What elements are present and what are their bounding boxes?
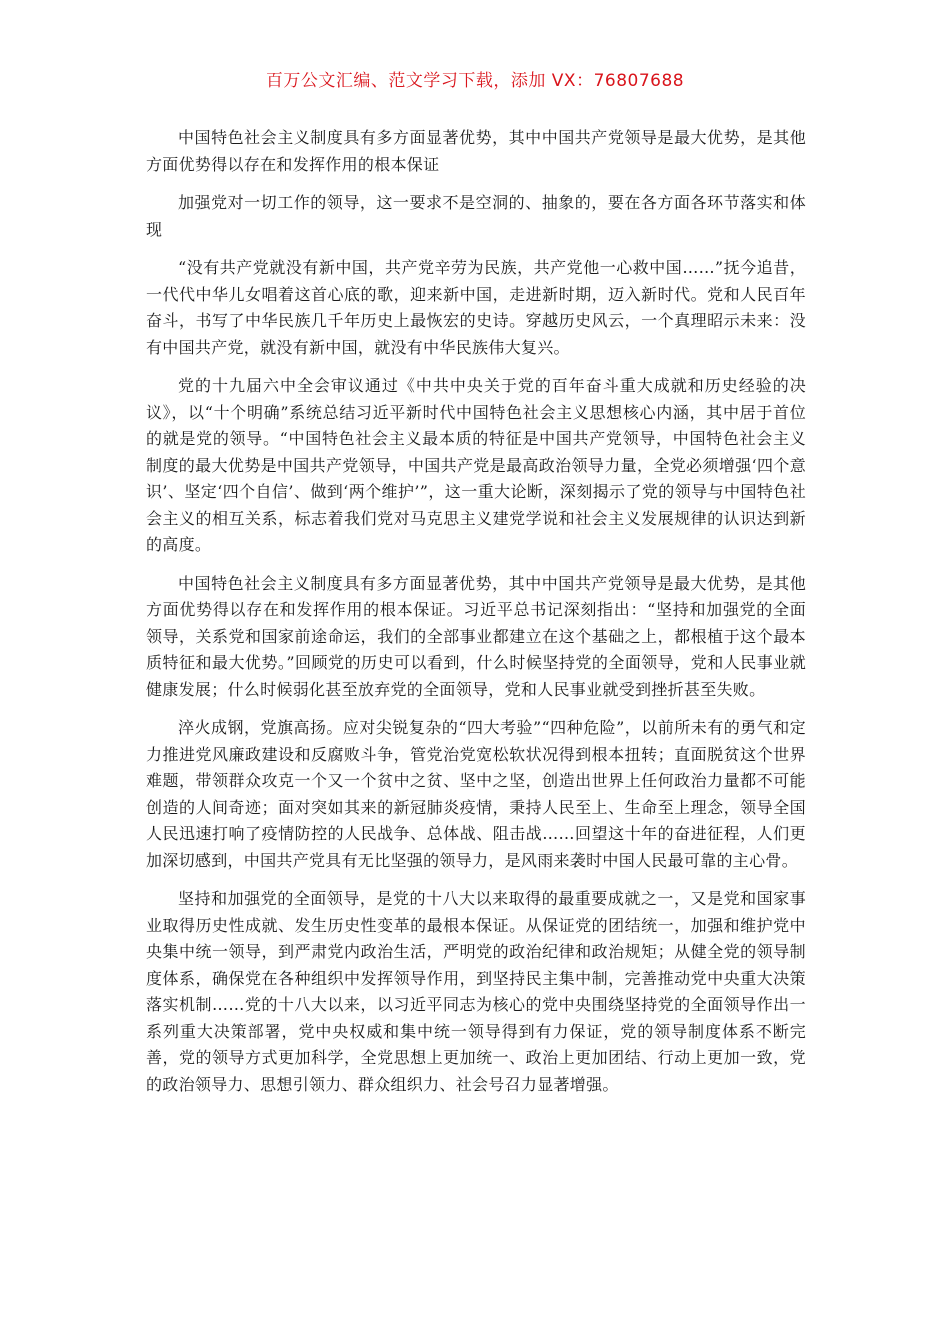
document-body: [146, 125, 806, 1110]
paragraph-2: 加强党对一切工作的领导，这一要求不是空洞的、抽象的，要在各方面各环节落实和体现: [146, 193, 806, 239]
paragraph-1: 中国特色社会主义制度具有多方面显著优势，其中中国共产党领导是最大优势，是其他方面优势得以存在和发挥作用的根本保证: [146, 128, 806, 174]
paragraph-4: 党的十九届六中全会审议通过《中共中央关于党的百年奋斗重大成就和历史经验的决议》，以“十个明确”系统总结习近平新时代中国特色社会主义思想核心内涵，其中居于首位的就是党的领导。“中国特色社会主义最本质的特征是中国共产党领导，中国特色社会主义制度的最大优势是中国共产党领导，中国共产党是最高政治领导力量，全党必须增强‘四个意识’、坚定‘四个自信’、做到‘两个维护’”，这一重大论断，深刻揭示了党的领导与中国特色社会主义的相互关系，标志着我们党对马克思主义建党学说和社会主义发展规律的认识达到新的高度。: [146, 376, 806, 554]
page-header: 百万公文汇编、范文学习下载，添加 VX：76807688: [265, 71, 685, 91]
paragraph-3: “没有共产党就没有新中国，共产党辛劳为民族，共产党他一心救中国……”抚今追昔，一代代中华儿女唱着这首心底的歌，迎来新中国，走进新时期，迈入新时代。党和人民百年奋斗，书写了中华民族几千年历史上最恢宏的史诗。穿越历史风云，一个真理昭示未来：没有中国共产党，就没有新中国，就没有中华民族伟大复兴。: [146, 258, 806, 357]
paragraph-7: 坚持和加强党的全面领导，是党的十八大以来取得的最重要成就之一，又是党和国家事业取得历史性成就、发生历史性变革的最根本保证。从保证党的团结统一，加强和维护党中央集中统一领导，到严肃党内政治生活，严明党的政治纪律和政治规矩；从健全党的领导制度体系，确保党在各种组织中发挥领导作用，到坚持民主集中制，完善推动党中央重大决策落实机制……党的十八大以来，以习近平同志为核心的党中央围绕坚持党的全面领导作出一系列重大决策部署，党中央权威和集中统一领导得到有力保证，党的领导制度体系不断完善，党的领导方式更加科学，全党思想上更加统一、政治上更加团结、行动上更加一致，党的政治领导力、思想引领力、群众组织力、社会号召力显著增强。: [146, 889, 806, 1094]
paragraph-5: 中国特色社会主义制度具有多方面显著优势，其中中国共产党领导是最大优势，是其他方面优势得以存在和发挥作用的根本保证。习近平总书记深刻指出：“坚持和加强党的全面领导，关系党和国家前途命运，我们的全部事业都建立在这个基础之上，都根植于这个最本质特征和最大优势。”回顾党的历史可以看到，什么时候坚持党的全面领导，党和人民事业就健康发展；什么时候弱化甚至放弃党的全面领导，党和人民事业就受到挫折甚至失败。: [146, 573, 806, 699]
paragraph-6: 淬火成钢，党旗高扬。应对尖锐复杂的“四大考验”“四种危险”，以前所未有的勇气和定力推进党风廉政建设和反腐败斗争，管党治党宽松软状况得到根本扭转；直面脱贫这个世界难题，带领群众攻克一个又一个贫中之贫、坚中之坚，创造出世界上任何政治力量都不可能创造的人间奇迹；面对突如其来的新冠肺炎疫情，秉持人民至上、生命至上理念，领导全国人民迅速打响了疫情防控的人民战争、总体战、阻击战……回望这十年的奋进征程，人们更加深切感到，中国共产党具有无比坚强的领导力，是风雨来袭时中国人民最可靠的主心骨。: [146, 718, 806, 870]
